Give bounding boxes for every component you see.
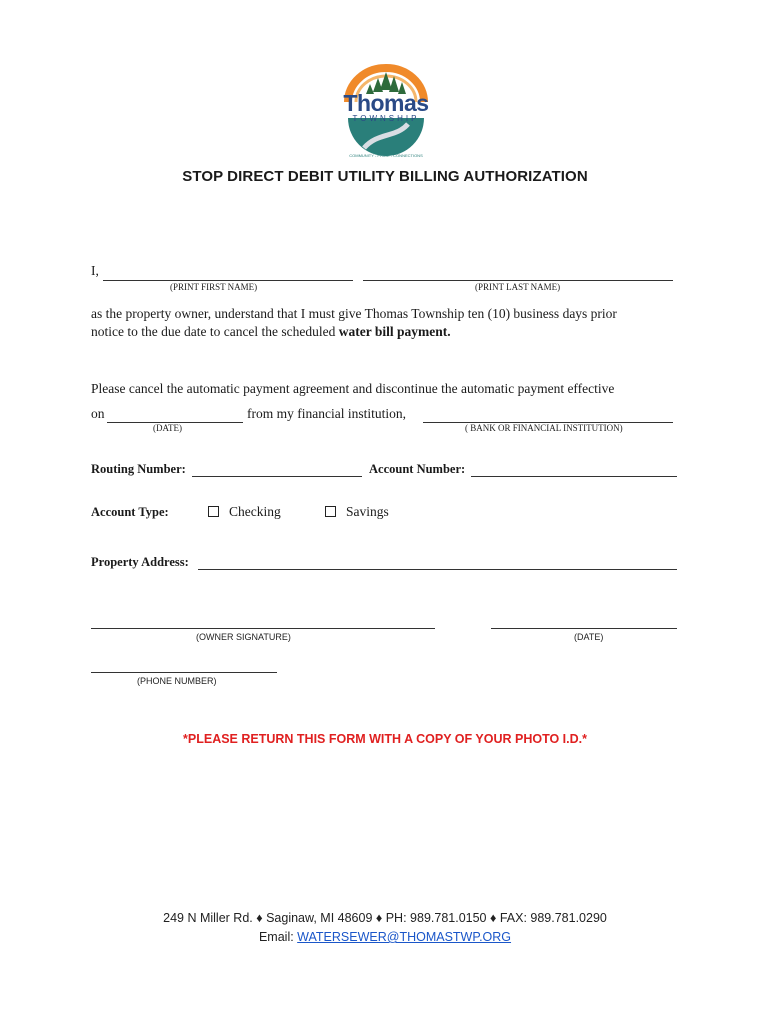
checking-label: Checking xyxy=(229,504,281,519)
signature-date-field[interactable] xyxy=(491,614,677,629)
intro-prefix: I, xyxy=(91,263,99,278)
footer-email-label: Email: xyxy=(258,930,298,944)
account-number-field[interactable] xyxy=(471,462,677,477)
routing-label: Routing Number: xyxy=(91,462,186,476)
account-type-label: Account Type: xyxy=(91,505,169,519)
checking-option[interactable] xyxy=(208,503,281,521)
logo-tagline: COMMUNITY - PRIDE - CONNECTIONS xyxy=(349,153,423,158)
owner-signature-field[interactable] xyxy=(91,614,435,629)
phone-number-field[interactable] xyxy=(91,658,277,673)
logo-sub: TOWNSHIP xyxy=(352,114,420,123)
bank-field[interactable] xyxy=(423,408,673,423)
savings-label: Savings xyxy=(346,504,389,519)
paragraph-1-line2-text: notice to the due date to cancel the scheduled xyxy=(91,324,339,339)
first-name-field[interactable] xyxy=(103,266,353,281)
footer-address: 249 N Miller Rd. ♦ Saginaw, MI 48609 ♦ PH: 989.781.0150 ♦ FAX: 989.781.0290 xyxy=(163,911,607,925)
account-label: Account Number: xyxy=(369,462,466,476)
paragraph-1 xyxy=(91,305,691,341)
routing-number-field[interactable] xyxy=(192,462,362,477)
footer-email-line xyxy=(0,930,770,944)
date-caption: (DATE) xyxy=(153,423,182,433)
phone-caption: (PHONE NUMBER) xyxy=(137,676,217,686)
last-name-field[interactable] xyxy=(363,266,673,281)
signature-caption: (OWNER SIGNATURE) xyxy=(196,632,291,642)
savings-option[interactable] xyxy=(325,503,389,521)
savings-checkbox[interactable] xyxy=(325,506,336,517)
date-caption-2: (DATE) xyxy=(574,632,604,642)
paragraph-2-line1: Please cancel the automatic payment agreement and discontinue the automatic payment effective xyxy=(91,381,615,396)
photo-id-notice: *PLEASE RETURN THIS FORM WITH A COPY OF YOUR PHOTO I.D.* xyxy=(183,732,587,746)
paragraph-1-line1: as the property owner, understand that I must give Thomas Township ten (10) business days prior xyxy=(91,306,617,321)
last-name-caption: (PRINT LAST NAME) xyxy=(475,282,561,292)
property-label: Property Address: xyxy=(91,555,189,569)
checking-checkbox[interactable] xyxy=(208,506,219,517)
page-title: STOP DIRECT DEBIT UTILITY BILLING AUTHORIZATION xyxy=(182,168,588,185)
paragraph-2-middle: from my financial institution, xyxy=(247,406,406,421)
paragraph-1-bold: water bill payment. xyxy=(338,324,451,339)
effective-date-field[interactable] xyxy=(107,408,243,423)
logo-name: Thomas xyxy=(343,90,429,116)
paragraph-2-on: on xyxy=(91,406,105,421)
property-address-field[interactable] xyxy=(198,555,677,570)
first-name-caption: (PRINT FIRST NAME) xyxy=(170,282,258,292)
footer-email-link[interactable]: WATERSEWER@THOMASTWP.ORG xyxy=(297,930,512,944)
bank-caption: ( BANK OR FINANCIAL INSTITUTION) xyxy=(465,423,623,433)
paragraph-1-line2 xyxy=(91,323,691,341)
